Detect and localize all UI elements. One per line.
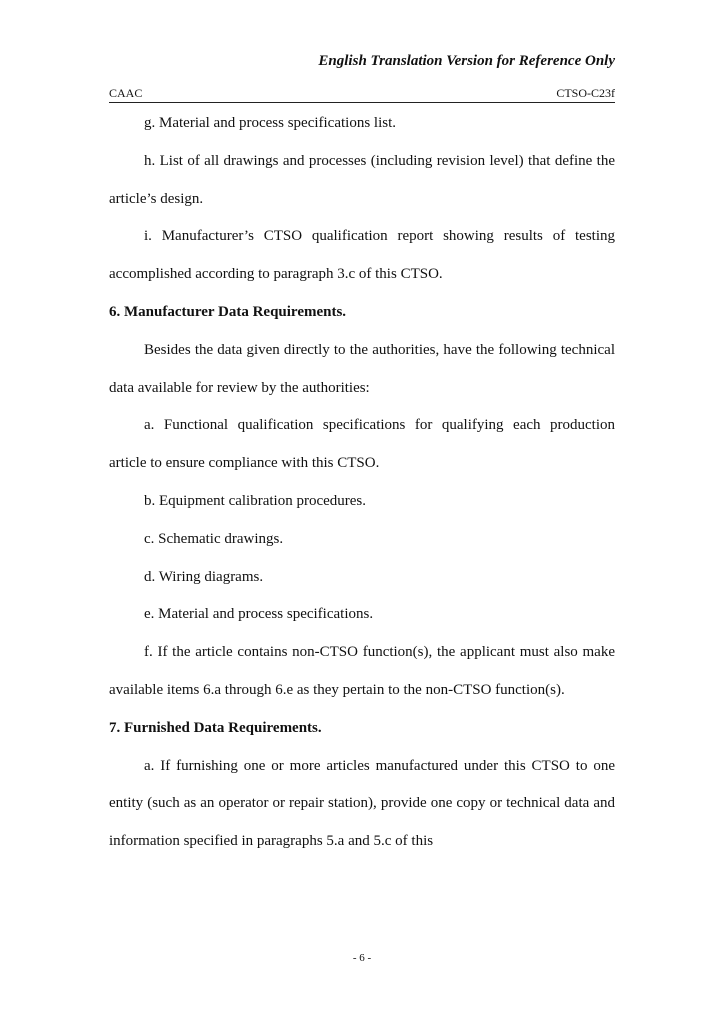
paragraph-7a: a. If furnishing one or more articles manufactured under this CTSO to one entity (such as an operator or repair station), provide one copy or technical data and information specified in paragraphs 5.a and 5.c of this: [109, 757, 615, 850]
section-6-intro: Besides the data given directly to the authorities, have the following technical data available for review by the authorities:: [109, 341, 615, 396]
header-doc-id: CTSO-C23f: [556, 86, 615, 100]
paragraph-6f: f. If the article contains non-CTSO function(s), the applicant must also make available items 6.a through 6.e as they pertain to the non-CTSO function(s).: [109, 644, 615, 698]
page-body: [109, 105, 615, 861]
paragraph-6b: b. Equipment calibration procedures.: [144, 492, 367, 509]
paragraph-5g: g. Material and process specifications list.: [144, 115, 397, 131]
paragraph-5h: h. List of all drawings and processes (including revision level) that define the article’s design.: [109, 152, 615, 207]
paragraph-5i: i. Manufacturer’s CTSO qualification report showing results of testing accomplished according to paragraph 3.c of this CTSO.: [109, 228, 615, 283]
section-7-heading: 7. Furnished Data Requirements.: [109, 719, 322, 736]
section-6-heading: 6. Manufacturer Data Requirements.: [109, 303, 347, 320]
page-number: - 6 -: [352, 952, 372, 964]
paragraph-6e: e. Material and process specifications.: [144, 606, 374, 623]
running-header: [109, 85, 615, 103]
paragraph-6c: c. Schematic drawings.: [144, 530, 284, 547]
paragraph-6a: a. Functional qualification specifications for qualifying each production article to ensure compliance with this CTSO.: [109, 417, 615, 472]
header-org: CAAC: [109, 86, 143, 100]
paragraph-6d: d. Wiring diagrams.: [144, 568, 264, 585]
translation-notice: English Translation Version for Reference Only: [318, 53, 615, 69]
